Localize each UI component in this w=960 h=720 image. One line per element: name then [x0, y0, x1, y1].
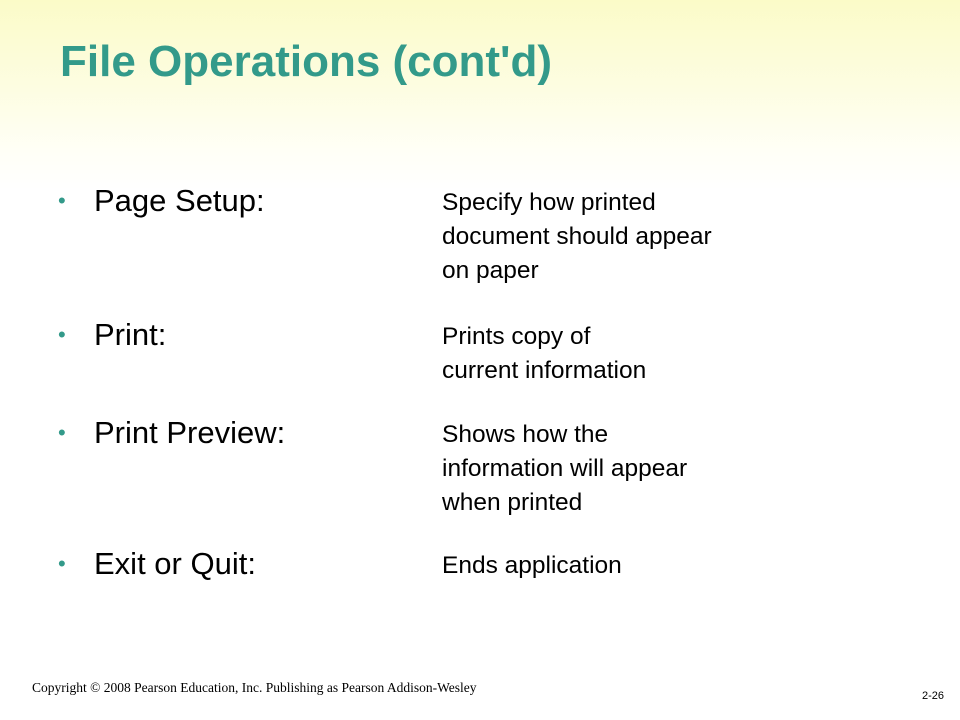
- description-line: Prints copy of: [442, 323, 591, 350]
- bullet-icon: •: [58, 322, 66, 347]
- bullet-icon: •: [58, 420, 66, 445]
- description-line: information will appear: [442, 455, 688, 482]
- slide-title: File Operations (cont'd): [60, 37, 553, 86]
- description-line: Ends application: [442, 552, 622, 579]
- bullet-icon: •: [58, 551, 66, 576]
- description-line: on paper: [442, 257, 539, 284]
- copyright-notice: Copyright © 2008 Pearson Education, Inc. Publishing as Pearson Addison-Wesley: [32, 680, 477, 695]
- bullet-description: [442, 186, 822, 288]
- description-line: when printed: [442, 489, 583, 516]
- bullet-description: [442, 418, 822, 520]
- slide-number: 2-26: [921, 690, 944, 702]
- description-line: Shows how the: [442, 421, 609, 448]
- description-line: document should appear: [442, 223, 712, 250]
- bullet-term: Print:: [94, 317, 167, 352]
- bullet-icon: •: [58, 188, 66, 213]
- bullet-description: [442, 320, 822, 388]
- description-line: Specify how printed: [442, 189, 656, 216]
- bullet-term: Page Setup:: [94, 183, 265, 218]
- description-line: current information: [442, 357, 647, 384]
- bullet-description: [442, 549, 822, 583]
- bullet-term: Exit or Quit:: [94, 546, 256, 581]
- bullet-term: Print Preview:: [94, 415, 286, 450]
